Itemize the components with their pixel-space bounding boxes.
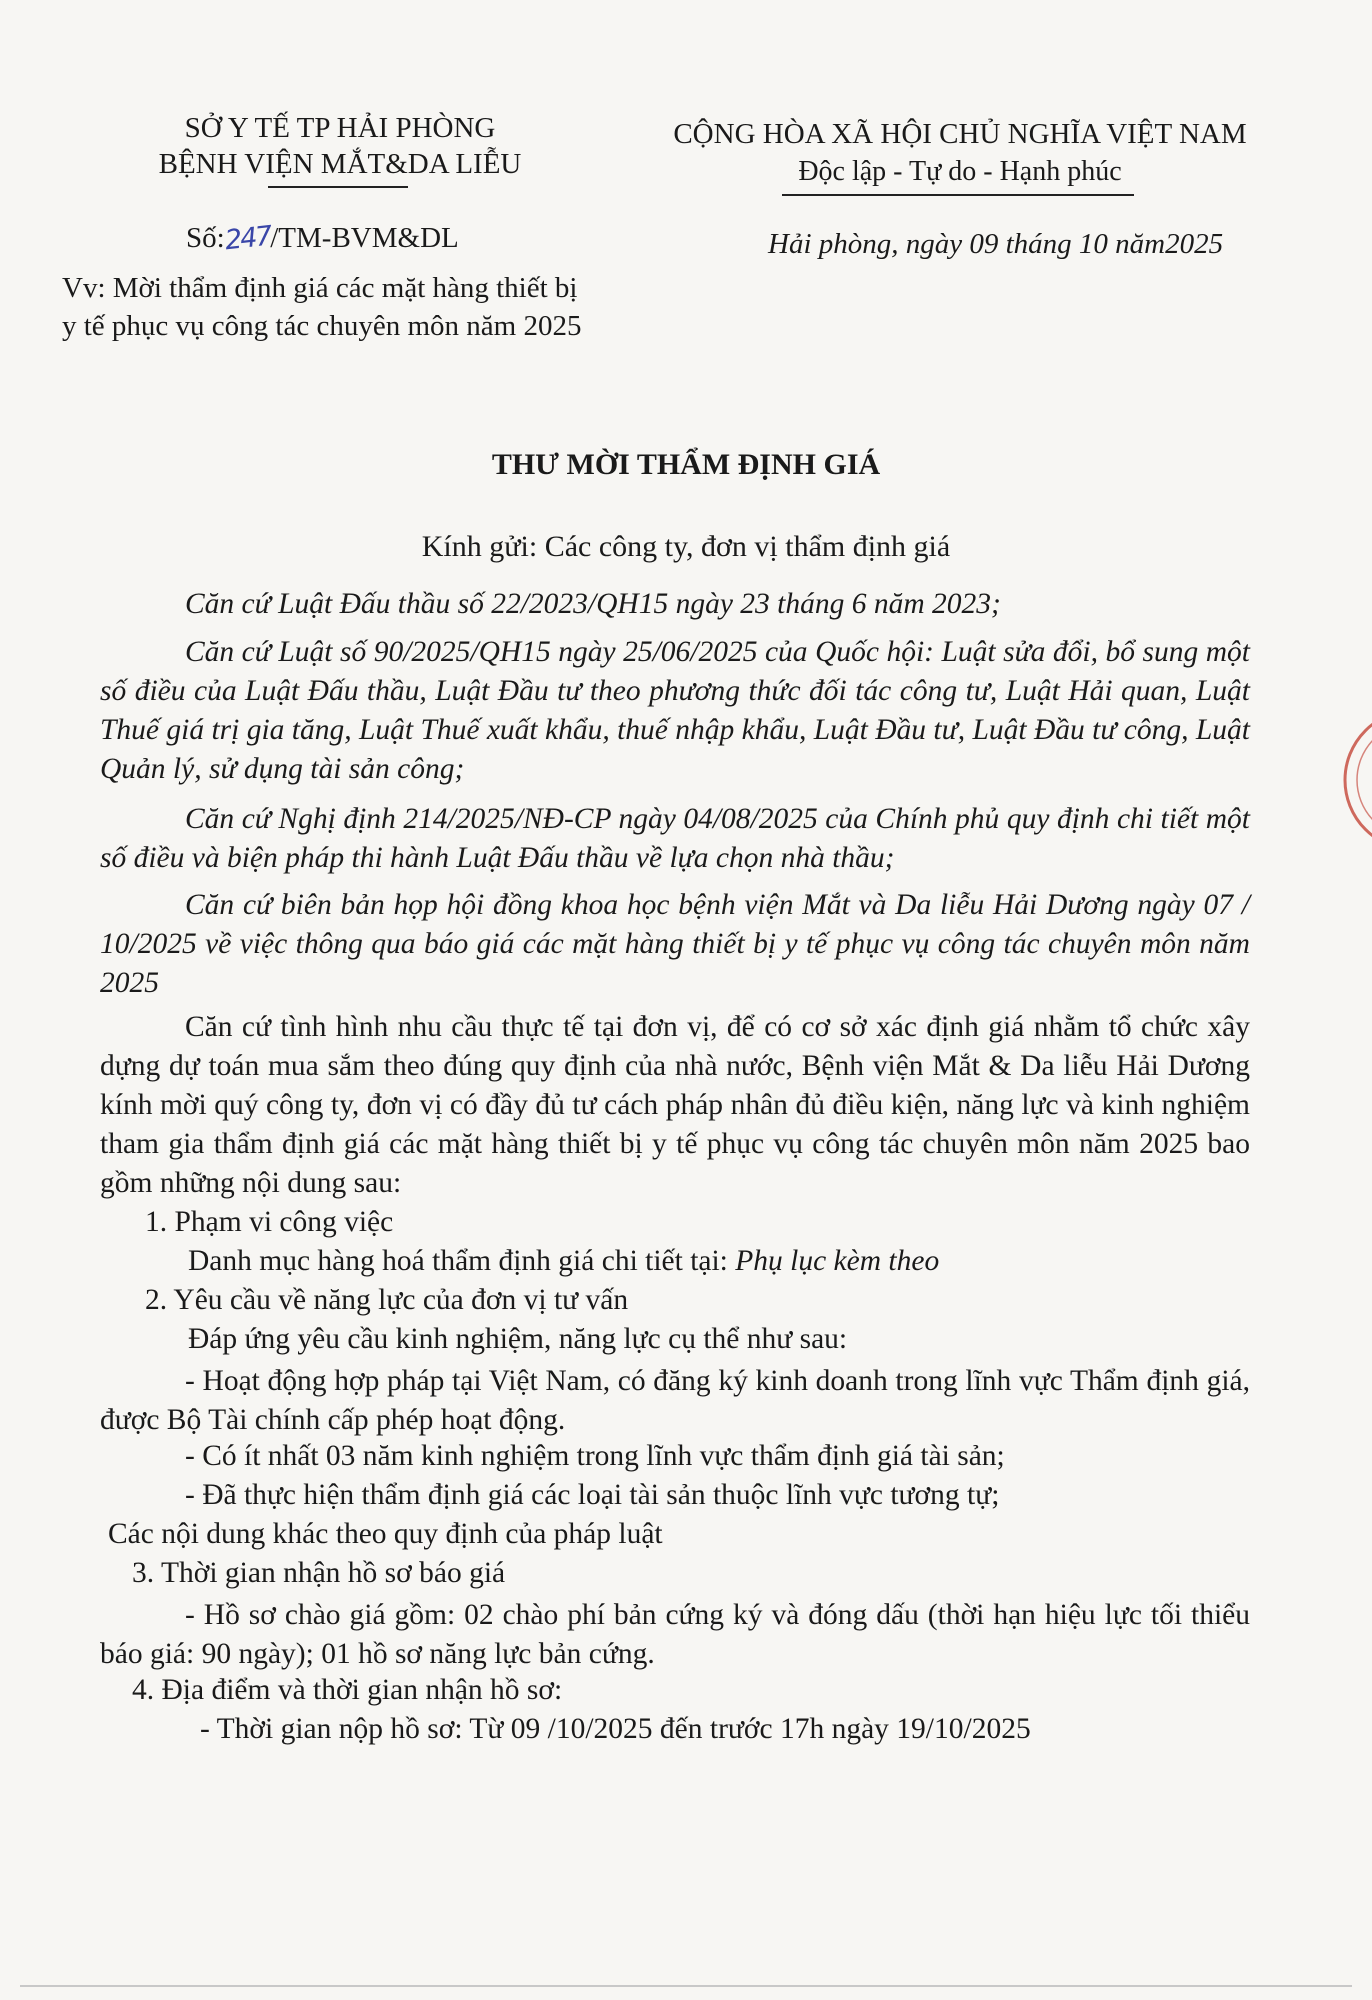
recipient: Kính gửi: Các công ty, đơn vị thẩm định giá xyxy=(421,530,951,563)
section-1-heading: 1. Phạm vi công việc xyxy=(145,1206,394,1238)
intro-paragraph: Căn cứ tình hình nhu cầu thực tế tại đơn vị, để có cơ sở xác định giá nhằm tổ chức xây dựng dự toán mua sắm theo đúng quy định của nhà nước, Bệnh viện Mắt & Da liễu Hải Dương kính mời quý công ty, đơn vị có đầy đủ tư cách pháp nhân đủ điều kiện, năng lực và kinh nghiệm tham gia thẩm định giá các mặt hàng thiết bị y tế phục vụ công tác chuyên môn năm 2025 bao gồm những nội dung sau: xyxy=(100,1011,1250,1199)
issuing-authority: SỞ Y TẾ TP HẢI PHÒNG xyxy=(184,112,496,144)
section-4-item-1: - Thời gian nộp hồ sơ: Từ 09 /10/2025 đến trước 17h ngày 19/10/2025 xyxy=(200,1713,1031,1745)
document-date: Hải phòng, ngày 09 tháng 10 năm2025 xyxy=(768,228,1224,260)
legal-basis-1: Căn cứ Luật Đấu thầu số 22/2023/QH15 ngày 23 tháng 6 năm 2023; xyxy=(185,588,1001,620)
issuing-organization: BỆNH VIỆN MẮT&DA LIỄU xyxy=(158,148,522,180)
stamp-edge-fragment xyxy=(1340,720,1372,840)
section-3-heading: 3. Thời gian nhận hồ sơ báo giá xyxy=(132,1557,506,1589)
legal-basis-2: Căn cứ Luật số 90/2025/QH15 ngày 25/06/2025 của Quốc hội: Luật sửa đổi, bổ sung một số điều của Luật Đấu thầu, Luật Đầu tư theo phương thức đối tác công tư, Luật Hải quan, Luật Thuế giá trị gia tăng, Luật Thuế xuất khẩu, thuế nhập khẩu, Luật Đầu tư, Luật Đầu tư công, Luật Quản lý, sử dụng tài sản công; xyxy=(100,636,1250,785)
section-2-item-1: - Hoạt động hợp pháp tại Việt Nam, có đăng ký kinh doanh trong lĩnh vực Thẩm định giá, được Bộ Tài chính cấp phép hoạt động. xyxy=(100,1365,1250,1436)
appendix-reference: Phụ lục kèm theo xyxy=(735,1245,940,1277)
document-number-suffix: /TM-BVM&DL xyxy=(270,222,459,254)
section-4-heading: 4. Địa điểm và thời gian nhận hồ sơ: xyxy=(132,1674,563,1706)
legal-basis-4: Căn cứ biên bản họp hội đồng khoa học bệnh viện Mắt và Da liễu Hải Dương ngày 07 / 10/2025 về việc thông qua báo giá các mặt hàng thiết bị y tế phục vụ công tác chuyên môn năm 2025 xyxy=(100,889,1250,999)
stamp-icon xyxy=(1340,720,1372,840)
section-2-item-2: - Có ít nhất 03 năm kinh nghiệm trong lĩnh vực thẩm định giá tài sản; xyxy=(185,1440,1005,1472)
header-right-underline xyxy=(782,194,1134,196)
subject-line-2: y tế phục vụ công tác chuyên môn năm 2025 xyxy=(62,310,582,342)
document-number-prefix: Số: xyxy=(186,222,225,254)
section-2-item-3: - Đã thực hiện thẩm định giá các loại tài sản thuộc lĩnh vực tương tự; xyxy=(185,1479,1000,1511)
page-bottom-edge xyxy=(20,1985,1352,1987)
section-2-intro: Đáp ứng yêu cầu kinh nghiệm, năng lực cụ thể như sau: xyxy=(188,1323,848,1355)
section-2-other: Các nội dung khác theo quy định của pháp luật xyxy=(108,1518,663,1550)
national-motto: Độc lập - Tự do - Hạnh phúc xyxy=(798,156,1122,187)
national-title: CỘNG HÒA XÃ HỘI CHỦ NGHĨA VIỆT NAM xyxy=(673,118,1247,150)
section-2-heading: 2. Yêu cầu về năng lực của đơn vị tư vấn xyxy=(145,1284,629,1316)
legal-basis-3: Căn cứ Nghị định 214/2025/NĐ-CP ngày 04/08/2025 của Chính phủ quy định chi tiết một số điều và biện pháp thi hành Luật Đấu thầu về lựa chọn nhà thầu; xyxy=(100,803,1250,874)
document-title: THƯ MỜI THẨM ĐỊNH GIÁ xyxy=(491,448,881,481)
subject-line-1: Vv: Mời thẩm định giá các mặt hàng thiết bị xyxy=(62,272,578,304)
section-3-item-1: - Hồ sơ chào giá gồm: 02 chào phí bản cứng ký và đóng dấu (thời hạn hiệu lực tối thiểu báo giá: 90 ngày); 01 hồ sơ năng lực bản cứng. xyxy=(100,1599,1250,1670)
handwritten-number: 247 xyxy=(223,220,272,257)
section-1-text-plain: Danh mục hàng hoá thẩm định giá chi tiết tại: xyxy=(188,1245,736,1277)
document-number xyxy=(186,222,459,255)
header-left-underline xyxy=(268,186,408,188)
section-1-text xyxy=(188,1245,939,1278)
